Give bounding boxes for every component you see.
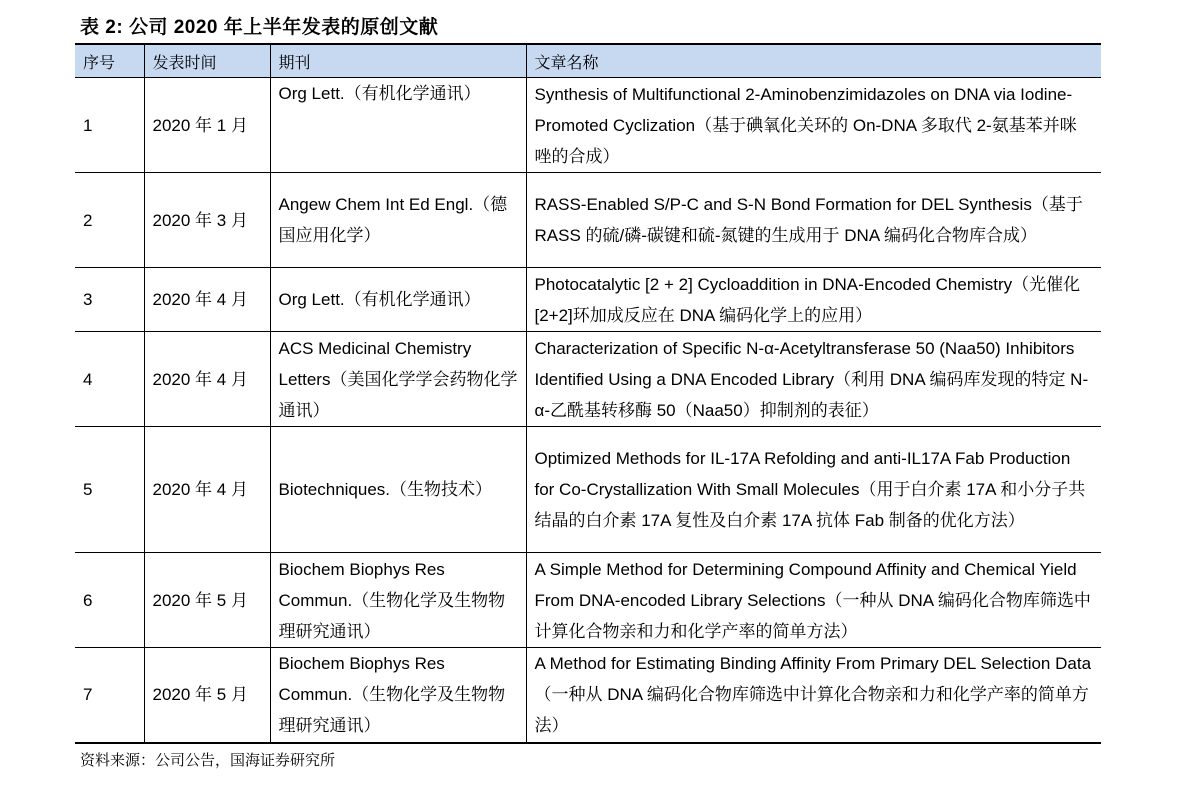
row-journal: Biochem Biophys Res Commun.（生物化学及生物物理研究通讯） bbox=[270, 553, 526, 648]
source-note: 资料来源：公司公告，国海证券研究所 bbox=[80, 752, 336, 769]
literature-table bbox=[75, 43, 1101, 744]
row-article: Characterization of Specific N-α-Acetyltransferase 50 (Naa50) Inhibitors Identified Using a DNA Encoded Library（利用 DNA 编码库发现的特定 N-α-乙酰基转移酶 50（Naa50）抑制剂的表征） bbox=[526, 332, 1101, 427]
row-date: 2020 年 5 月 bbox=[144, 648, 270, 743]
row-number: 3 bbox=[75, 268, 144, 332]
row-number: 5 bbox=[75, 427, 144, 553]
table-row bbox=[75, 427, 1101, 553]
row-date: 2020 年 5 月 bbox=[144, 553, 270, 648]
row-date: 2020 年 4 月 bbox=[144, 268, 270, 332]
table-title: 表 2: 公司 2020 年上半年发表的原创文献 bbox=[80, 17, 439, 38]
row-number: 1 bbox=[75, 78, 144, 173]
row-date: 2020 年 4 月 bbox=[144, 427, 270, 553]
row-journal: Angew Chem Int Ed Engl.（德国应用化学） bbox=[270, 173, 526, 268]
row-journal: Biotechniques.（生物技术） bbox=[270, 427, 526, 553]
row-article: A Method for Estimating Binding Affinity From Primary DEL Selection Data（一种从 DNA 编码化合物库筛选中计算化合物亲和力和化学产率的简单方法） bbox=[526, 648, 1101, 743]
column-header-date: 发表时间 bbox=[144, 44, 270, 78]
row-journal: Org Lett.（有机化学通讯） bbox=[270, 78, 526, 173]
row-article: A Simple Method for Determining Compound Affinity and Chemical Yield From DNA-encoded Library Selections（一种从 DNA 编码化合物库筛选中计算化合物亲和力和化学产率的简单方法） bbox=[526, 553, 1101, 648]
table-row bbox=[75, 332, 1101, 427]
table-row bbox=[75, 78, 1101, 173]
table-row bbox=[75, 173, 1101, 268]
row-date: 2020 年 1 月 bbox=[144, 78, 270, 173]
table-row bbox=[75, 648, 1101, 743]
table-row bbox=[75, 553, 1101, 648]
column-header-number: 序号 bbox=[75, 44, 144, 78]
row-number: 2 bbox=[75, 173, 144, 268]
row-date: 2020 年 3 月 bbox=[144, 173, 270, 268]
row-article: Optimized Methods for IL-17A Refolding and anti-IL17A Fab Production for Co-Crystallization With Small Molecules（用于白介素 17A 和小分子共结晶的白介素 17A 复性及白介素 17A 抗体 Fab 制备的优化方法） bbox=[526, 427, 1101, 553]
column-header-article: 文章名称 bbox=[526, 44, 1101, 78]
row-date: 2020 年 4 月 bbox=[144, 332, 270, 427]
table-header-row bbox=[75, 44, 1101, 78]
row-journal: Org Lett.（有机化学通讯） bbox=[270, 268, 526, 332]
row-article: Photocatalytic [2 + 2] Cycloaddition in DNA-Encoded Chemistry（光催化[2+2]环加成反应在 DNA 编码化学上的应用） bbox=[526, 268, 1101, 332]
row-article: Synthesis of Multifunctional 2-Aminobenzimidazoles on DNA via Iodine-Promoted Cyclization（基于碘氧化关环的 On-DNA 多取代 2-氨基苯并咪唑的合成） bbox=[526, 78, 1101, 173]
row-number: 6 bbox=[75, 553, 144, 648]
row-journal: ACS Medicinal Chemistry Letters（美国化学学会药物化学通讯） bbox=[270, 332, 526, 427]
table-row bbox=[75, 268, 1101, 332]
row-number: 7 bbox=[75, 648, 144, 743]
row-article: RASS-Enabled S/P-C and S-N Bond Formation for DEL Synthesis（基于 RASS 的硫/磷-碳键和硫-氮键的生成用于 DNA 编码化合物库合成） bbox=[526, 173, 1101, 268]
row-journal: Biochem Biophys Res Commun.（生物化学及生物物理研究通讯） bbox=[270, 648, 526, 743]
row-number: 4 bbox=[75, 332, 144, 427]
column-header-journal: 期刊 bbox=[270, 44, 526, 78]
